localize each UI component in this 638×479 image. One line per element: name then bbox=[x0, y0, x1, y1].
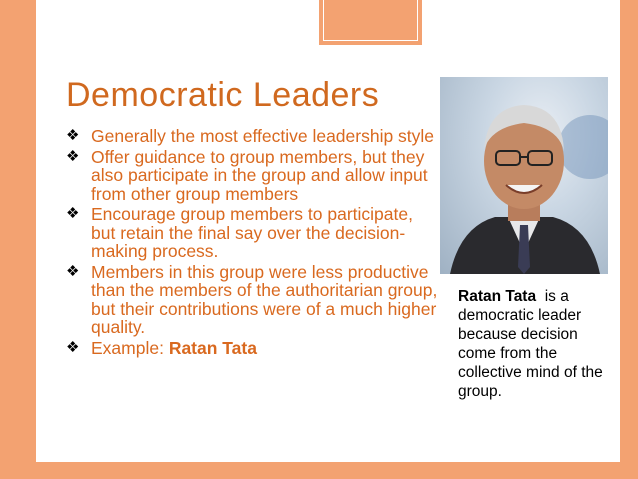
bullet-item bbox=[66, 205, 438, 261]
photo-caption bbox=[458, 287, 608, 401]
bullet-item bbox=[66, 127, 438, 146]
bullet-text: Generally the most effective leadership style bbox=[91, 126, 435, 146]
portrait-photo bbox=[440, 77, 608, 274]
slide-title: Democratic Leaders bbox=[66, 76, 380, 114]
decorative-top-box bbox=[318, 0, 423, 46]
caption-text: is a democratic leader because decision come from the collective mind of the group. bbox=[458, 288, 608, 400]
caption-name: Ratan Tata bbox=[458, 288, 537, 305]
diamond-bullet-icon: ❖ bbox=[66, 147, 80, 165]
bullet-text: Offer guidance to group members, but they also participate in the group and allow input from other group members bbox=[91, 146, 428, 204]
bullet-item bbox=[66, 148, 438, 204]
bullet-text: Encourage group members to participate, but retain the final say over the decision-making process. bbox=[91, 204, 413, 261]
example-name: Ratan Tata bbox=[168, 337, 257, 358]
diamond-bullet-icon: ❖ bbox=[66, 127, 80, 144]
bullet-item bbox=[66, 263, 438, 337]
bullet-text: Members in this group were less productive than the members of the authoritarian group, but their contributions were of a much higher quality. bbox=[91, 261, 438, 337]
diamond-bullet-icon: ❖ bbox=[66, 262, 80, 280]
bullet-item bbox=[66, 339, 438, 358]
decorative-top-box-inner bbox=[323, 0, 418, 41]
diamond-bullet-icon: ❖ bbox=[66, 205, 80, 222]
bullet-text-prefix: Example: bbox=[91, 337, 169, 358]
bullet-list bbox=[66, 127, 438, 359]
portrait-illustration bbox=[440, 77, 608, 274]
diamond-bullet-icon: ❖ bbox=[66, 338, 80, 356]
